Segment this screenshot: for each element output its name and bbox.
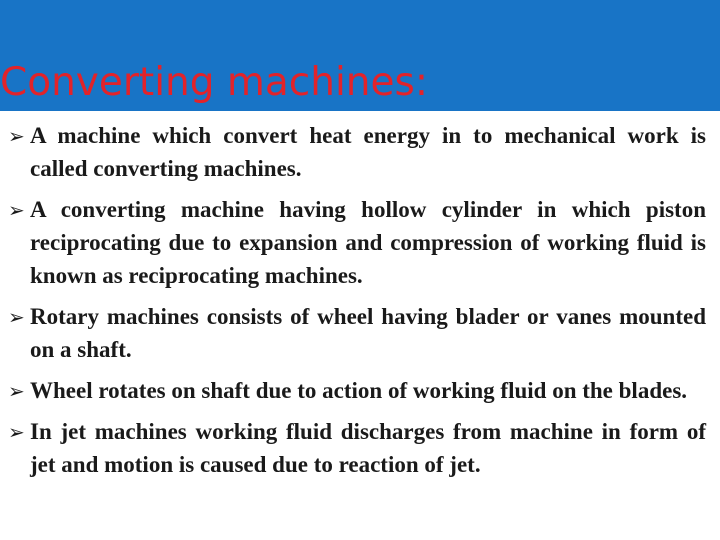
- bullet-item: [8, 193, 706, 292]
- arrow-bullet-icon: ➢: [8, 420, 25, 444]
- bullet-item: [8, 119, 706, 185]
- bullet-text: In jet machines working fluid discharges from machine in form of jet and motion is caused due to reaction of jet.: [30, 419, 706, 477]
- arrow-bullet-icon: ➢: [8, 198, 25, 222]
- arrow-bullet-icon: ➢: [8, 379, 25, 403]
- bullet-text: Wheel rotates on shaft due to action of working fluid on the blades.: [30, 378, 688, 403]
- bullet-item: [8, 300, 706, 366]
- bullet-text: Rotary machines consists of wheel having blader or vanes mounted on a shaft.: [30, 304, 706, 362]
- slide-title: Converting machines:: [0, 60, 428, 105]
- arrow-bullet-icon: ➢: [8, 124, 25, 148]
- bullet-item: [8, 415, 706, 481]
- bullet-text: A converting machine having hollow cylinder in which piston reciprocating due to expansion and compression of working fluid is known as reciprocating machines.: [30, 197, 706, 288]
- bullet-item: [8, 374, 706, 407]
- bullet-text: A machine which convert heat energy in to mechanical work is called converting machines.: [30, 123, 706, 181]
- arrow-bullet-icon: ➢: [8, 305, 25, 329]
- bullet-list: [8, 119, 706, 481]
